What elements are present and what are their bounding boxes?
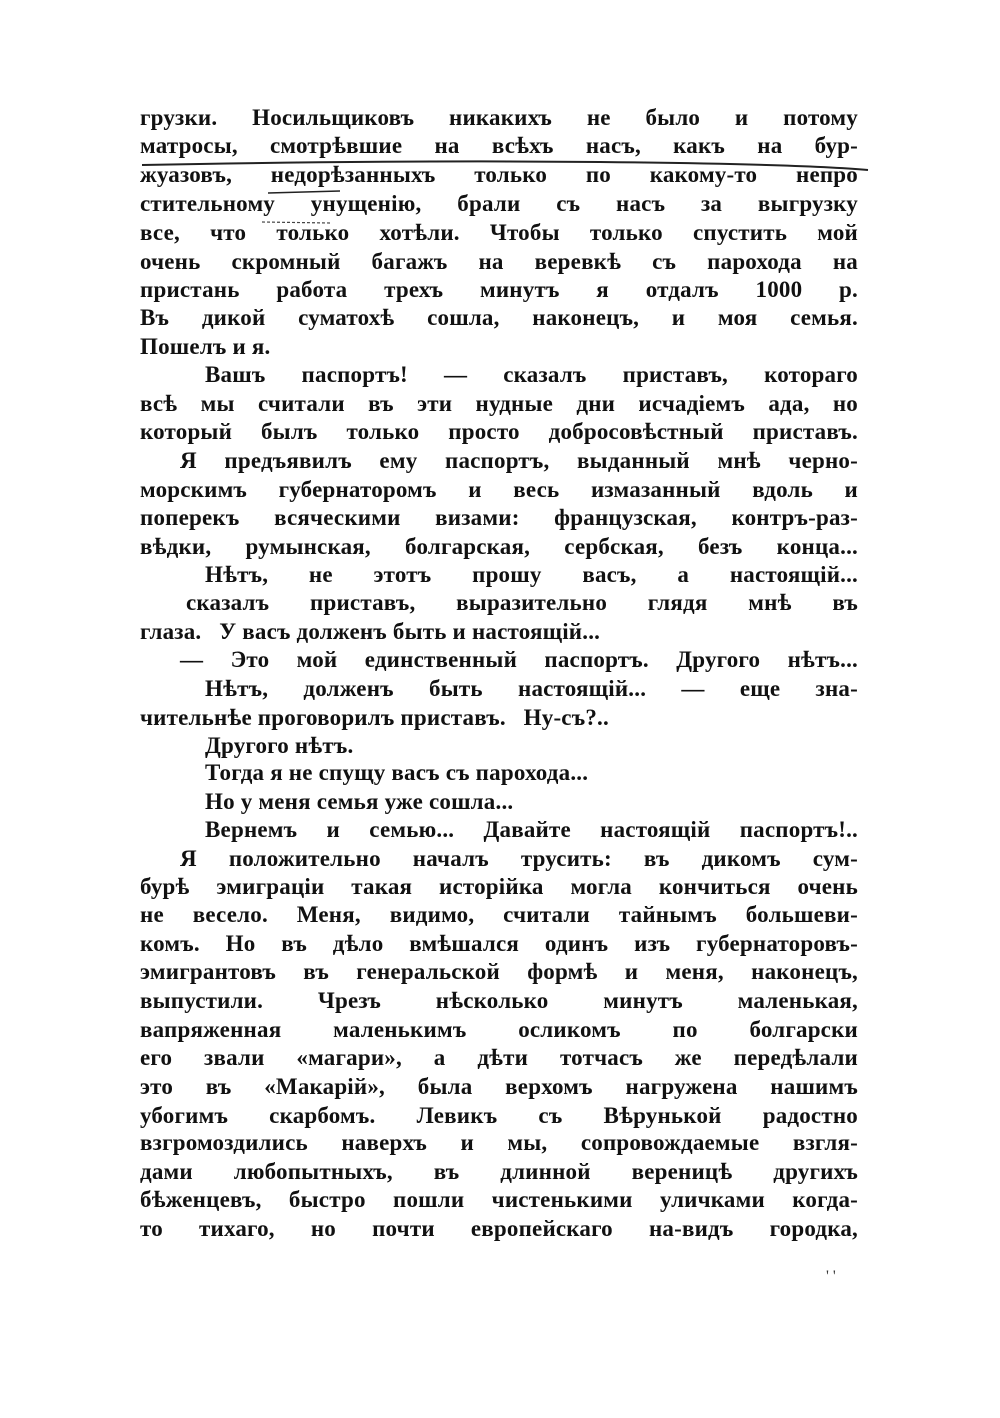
text-line: сказалъ приставъ, выразительно глядя мнѣ въ — [186, 590, 858, 615]
text-line: глаза. У васъ долженъ быть и настоящій... — [140, 619, 601, 644]
text-line: это въ «Макарій», была верхомъ нагружена нашимъ — [140, 1074, 858, 1099]
text-line: грузки. Носильщиковъ никакихъ не было и потому — [140, 105, 858, 130]
text-line: матросы, смотрѣвшие на всѣхъ насъ, какъ на бур- — [140, 133, 858, 158]
text-line: вапряженная маленькимъ осликомъ по болгарски — [140, 1017, 858, 1042]
text-line: Вашъ паспортъ! — сказалъ приставъ, котораго — [205, 362, 858, 387]
text-line: чительнѣе проговорилъ приставъ. Ну-съ?.. — [140, 705, 609, 730]
text-line: убогимъ скарбомъ. Левикъ съ Вѣрунькой радостно — [140, 1103, 858, 1128]
text-line: Тогда я не спущу васъ съ парохода... — [205, 760, 589, 785]
text-line: морскимъ губернаторомъ и весь измазанный вдоль и — [140, 477, 858, 502]
text-line: Я предъявилъ ему паспортъ, выданный мнѣ черно- — [180, 448, 858, 473]
text-line: жуазовъ, недорѣзанныхъ только по какому-то непро — [140, 162, 858, 187]
text-line: все, что только хотѣли. Чтобы только спустить мой — [140, 220, 858, 245]
page-mark: ' ' — [826, 1268, 836, 1285]
text-line: поперекъ всяческими визами: французская, контръ-раз- — [140, 505, 858, 530]
text-line: который былъ только просто добросовѣстный приставъ. — [140, 419, 858, 444]
text-line: Нѣтъ, долженъ быть настоящій... — еще зна- — [205, 676, 858, 701]
text-line: Пошелъ и я. — [140, 334, 271, 359]
text-line: вѣдки, румынская, болгарская, сербская, безъ конца... — [140, 534, 858, 559]
text-line: то тихаго, но почти европейскаго на-видъ городка, — [140, 1216, 858, 1241]
text-line: пристань работа трехъ минутъ я отдалъ 1000 р. — [140, 277, 858, 302]
text-line: Вернемъ и семью... Давайте настоящій паспортъ!.. — [205, 817, 858, 842]
text-line: стительному унущенію, брали съ насъ за выгрузку — [140, 191, 858, 216]
text-line: выпустили. Чрезъ нѣсколько минутъ маленькая, — [140, 988, 858, 1013]
text-line: взгромоздились наверхъ и мы, сопровождаемые взгля- — [140, 1130, 858, 1155]
text-line: Нѣтъ, не этотъ прошу васъ, а настоящій... — [205, 562, 858, 587]
text-line: Но у меня семья уже сошла... — [205, 789, 514, 814]
text-line: бурѣ эмиграціи такая исторійка могла кончиться очень — [140, 874, 858, 899]
text-line: не весело. Меня, видимо, считали тайнымъ большеви- — [140, 902, 858, 927]
text-line: дами любопытныхъ, въ длинной вереницѣ другихъ — [140, 1159, 858, 1184]
text-line: Въ дикой суматохѣ сошла, наконецъ, и моя семья. — [140, 305, 858, 330]
text-line: очень скромный багажъ на веревкѣ съ парохода на — [140, 249, 858, 274]
text-line: Я положительно началъ трусить: въ дикомъ сум- — [180, 846, 858, 871]
text-line: — Это мой единственный паспортъ. Другого нѣтъ... — [180, 647, 858, 672]
text-line: комъ. Но въ дѣло вмѣшался одинъ изъ губернаторовъ- — [140, 931, 858, 956]
text-line: его звали «магари», а дѣти тотчасъ же передѣлали — [140, 1045, 858, 1070]
text-line: всѣ мы считали въ эти нудные дни исчадіемъ ада, но — [140, 391, 858, 416]
text-line: Другого нѣтъ. — [205, 733, 354, 758]
text-line: эмигрантовъ въ генеральской формѣ и меня, наконецъ, — [140, 959, 858, 984]
text-line: бѣженцевъ, быстро пошли чистенькими уличками когда- — [140, 1187, 858, 1212]
